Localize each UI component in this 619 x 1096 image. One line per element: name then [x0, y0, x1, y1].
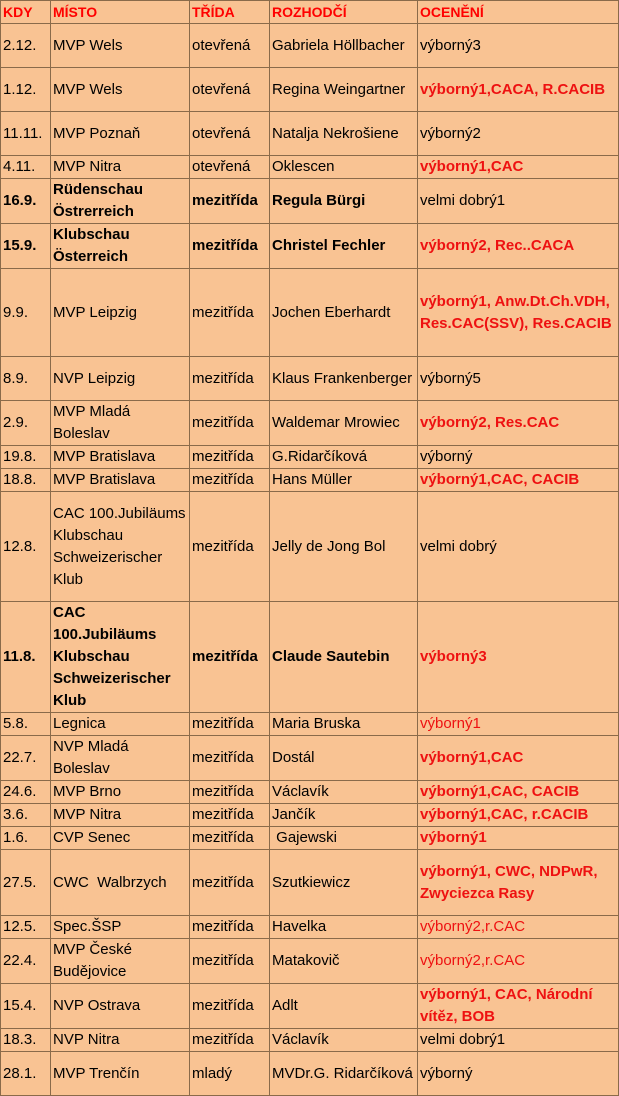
cell-oceneni: výborný2	[418, 112, 619, 156]
cell-oceneni: výborný2,r.CAC	[418, 916, 619, 939]
cell-misto: Legnica	[51, 713, 190, 736]
cell-misto: NVP Mladá Boleslav	[51, 736, 190, 781]
header-kdy: KDY	[1, 1, 51, 24]
cell-kdy: 4.11.	[1, 156, 51, 179]
cell-rozhodci: MVDr.G. Ridarčíková	[270, 1052, 418, 1096]
cell-trida: mezitřída	[190, 804, 270, 827]
table-row	[1, 112, 619, 156]
table-row	[1, 1029, 619, 1052]
cell-misto: Spec.ŠSP	[51, 916, 190, 939]
cell-trida: mezitřída	[190, 492, 270, 602]
cell-rozhodci: Jochen Eberhardt	[270, 269, 418, 357]
cell-oceneni: velmi dobrý1	[418, 1029, 619, 1052]
table-row	[1, 269, 619, 357]
cell-trida: mezitřída	[190, 713, 270, 736]
table-row	[1, 179, 619, 224]
cell-rozhodci: Jančík	[270, 804, 418, 827]
cell-trida: mezitřída	[190, 269, 270, 357]
cell-kdy: 11.11.	[1, 112, 51, 156]
cell-misto: CAC 100.Jubiläums Klubschau Schweizerischer Klub	[51, 492, 190, 602]
cell-trida: otevřená	[190, 156, 270, 179]
table-row	[1, 1052, 619, 1096]
table-row	[1, 602, 619, 713]
cell-kdy: 19.8.	[1, 446, 51, 469]
cell-rozhodci: Oklescen	[270, 156, 418, 179]
cell-oceneni: výborný3	[418, 24, 619, 68]
cell-kdy: 18.8.	[1, 469, 51, 492]
cell-misto: NVP Nitra	[51, 1029, 190, 1052]
cell-rozhodci: Matakovič	[270, 939, 418, 984]
cell-kdy: 16.9.	[1, 179, 51, 224]
cell-kdy: 2.12.	[1, 24, 51, 68]
cell-oceneni: výborný	[418, 1052, 619, 1096]
cell-trida: mezitřída	[190, 401, 270, 446]
table-row	[1, 827, 619, 850]
table-row	[1, 939, 619, 984]
table-row	[1, 736, 619, 781]
table-row	[1, 916, 619, 939]
cell-misto: MVP Mladá Boleslav	[51, 401, 190, 446]
cell-rozhodci: Claude Sautebin	[270, 602, 418, 713]
cell-kdy: 22.4.	[1, 939, 51, 984]
cell-misto: Rüdenschau Östrerreich	[51, 179, 190, 224]
cell-rozhodci: Havelka	[270, 916, 418, 939]
table-row	[1, 224, 619, 269]
cell-oceneni: výborný1	[418, 713, 619, 736]
cell-oceneni: výborný2, Rec..CACA	[418, 224, 619, 269]
table-row	[1, 469, 619, 492]
table-row	[1, 68, 619, 112]
cell-trida: mladý	[190, 1052, 270, 1096]
cell-kdy: 1.6.	[1, 827, 51, 850]
cell-misto: MVP Poznaň	[51, 112, 190, 156]
cell-oceneni: výborný5	[418, 357, 619, 401]
cell-rozhodci: Klaus Frankenberger	[270, 357, 418, 401]
cell-oceneni: výborný1,CAC, r.CACIB	[418, 804, 619, 827]
cell-kdy: 22.7.	[1, 736, 51, 781]
cell-oceneni: výborný2, Res.CAC	[418, 401, 619, 446]
header-misto: MÍSTO	[51, 1, 190, 24]
cell-rozhodci: Maria Bruska	[270, 713, 418, 736]
cell-misto: NVP Ostrava	[51, 984, 190, 1029]
cell-trida: mezitřída	[190, 602, 270, 713]
cell-misto: NVP Leipzig	[51, 357, 190, 401]
header-rozhodci: ROZHODČÍ	[270, 1, 418, 24]
cell-oceneni: výborný1, CWC, NDPwR, Zwyciezca Rasy	[418, 850, 619, 916]
cell-rozhodci: Gajewski	[270, 827, 418, 850]
cell-trida: mezitřída	[190, 827, 270, 850]
cell-rozhodci: Regina Weingartner	[270, 68, 418, 112]
cell-trida: mezitřída	[190, 781, 270, 804]
cell-oceneni: výborný	[418, 446, 619, 469]
table-row	[1, 804, 619, 827]
table-row	[1, 781, 619, 804]
cell-misto: CWC Walbrzych	[51, 850, 190, 916]
cell-oceneni: výborný1,CAC, CACIB	[418, 781, 619, 804]
cell-trida: mezitřída	[190, 357, 270, 401]
cell-misto: MVP Wels	[51, 68, 190, 112]
table-row	[1, 446, 619, 469]
cell-misto: CAC 100.Jubiläums Klubschau Schweizerischer Klub	[51, 602, 190, 713]
table-row	[1, 713, 619, 736]
cell-misto: MVP Bratislava	[51, 469, 190, 492]
cell-rozhodci: Adlt	[270, 984, 418, 1029]
cell-kdy: 8.9.	[1, 357, 51, 401]
cell-rozhodci: Hans Müller	[270, 469, 418, 492]
table-row	[1, 984, 619, 1029]
cell-oceneni: výborný1, CAC, Národní vítěz, BOB	[418, 984, 619, 1029]
cell-kdy: 1.12.	[1, 68, 51, 112]
cell-oceneni: výborný2,r.CAC	[418, 939, 619, 984]
cell-trida: mezitřída	[190, 916, 270, 939]
cell-rozhodci: Václavík	[270, 1029, 418, 1052]
cell-rozhodci: Gabriela Höllbacher	[270, 24, 418, 68]
cell-misto: MVP Nitra	[51, 804, 190, 827]
cell-oceneni: výborný1	[418, 827, 619, 850]
table-row	[1, 357, 619, 401]
cell-oceneni: výborný1,CAC, CACIB	[418, 469, 619, 492]
cell-oceneni: velmi dobrý	[418, 492, 619, 602]
cell-kdy: 2.9.	[1, 401, 51, 446]
cell-misto: MVP Trenčín	[51, 1052, 190, 1096]
cell-misto: MVP Nitra	[51, 156, 190, 179]
table-row	[1, 401, 619, 446]
cell-trida: otevřená	[190, 68, 270, 112]
cell-kdy: 11.8.	[1, 602, 51, 713]
cell-rozhodci: Christel Fechler	[270, 224, 418, 269]
header-oceneni: OCENĚNÍ	[418, 1, 619, 24]
cell-trida: mezitřída	[190, 446, 270, 469]
cell-oceneni: výborný1,CAC	[418, 736, 619, 781]
cell-misto: MVP České Budějovice	[51, 939, 190, 984]
cell-kdy: 18.3.	[1, 1029, 51, 1052]
cell-kdy: 9.9.	[1, 269, 51, 357]
cell-rozhodci: Václavík	[270, 781, 418, 804]
cell-trida: otevřená	[190, 112, 270, 156]
cell-trida: mezitřída	[190, 984, 270, 1029]
cell-trida: mezitřída	[190, 179, 270, 224]
cell-misto: MVP Brno	[51, 781, 190, 804]
table-row	[1, 24, 619, 68]
cell-misto: MVP Bratislava	[51, 446, 190, 469]
cell-trida: mezitřída	[190, 224, 270, 269]
header-row	[1, 1, 619, 24]
cell-rozhodci: G.Ridarčíková	[270, 446, 418, 469]
cell-oceneni: výborný1,CACA, R.CACIB	[418, 68, 619, 112]
cell-trida: mezitřída	[190, 736, 270, 781]
table-row	[1, 850, 619, 916]
cell-misto: Klubschau Österreich	[51, 224, 190, 269]
cell-rozhodci: Waldemar Mrowiec	[270, 401, 418, 446]
table-row	[1, 492, 619, 602]
cell-misto: MVP Leipzig	[51, 269, 190, 357]
cell-kdy: 12.5.	[1, 916, 51, 939]
cell-kdy: 15.9.	[1, 224, 51, 269]
cell-trida: mezitřída	[190, 939, 270, 984]
cell-rozhodci: Jelly de Jong Bol	[270, 492, 418, 602]
cell-rozhodci: Natalja Nekrošiene	[270, 112, 418, 156]
cell-rozhodci: Dostál	[270, 736, 418, 781]
cell-trida: mezitřída	[190, 1029, 270, 1052]
cell-rozhodci: Szutkiewicz	[270, 850, 418, 916]
cell-oceneni: výborný1, Anw.Dt.Ch.VDH, Res.CAC(SSV), Res.CACIB	[418, 269, 619, 357]
cell-oceneni: výborný1,CAC	[418, 156, 619, 179]
cell-misto: CVP Senec	[51, 827, 190, 850]
cell-oceneni: výborný3	[418, 602, 619, 713]
table-row	[1, 156, 619, 179]
cell-kdy: 24.6.	[1, 781, 51, 804]
cell-kdy: 15.4.	[1, 984, 51, 1029]
cell-kdy: 3.6.	[1, 804, 51, 827]
cell-oceneni: velmi dobrý1	[418, 179, 619, 224]
header-trida: TŘÍDA	[190, 1, 270, 24]
cell-trida: mezitřída	[190, 850, 270, 916]
cell-kdy: 27.5.	[1, 850, 51, 916]
cell-kdy: 5.8.	[1, 713, 51, 736]
cell-trida: mezitřída	[190, 469, 270, 492]
cell-trida: otevřená	[190, 24, 270, 68]
cell-rozhodci: Regula Bürgi	[270, 179, 418, 224]
cell-misto: MVP Wels	[51, 24, 190, 68]
cell-kdy: 28.1.	[1, 1052, 51, 1096]
cell-kdy: 12.8.	[1, 492, 51, 602]
